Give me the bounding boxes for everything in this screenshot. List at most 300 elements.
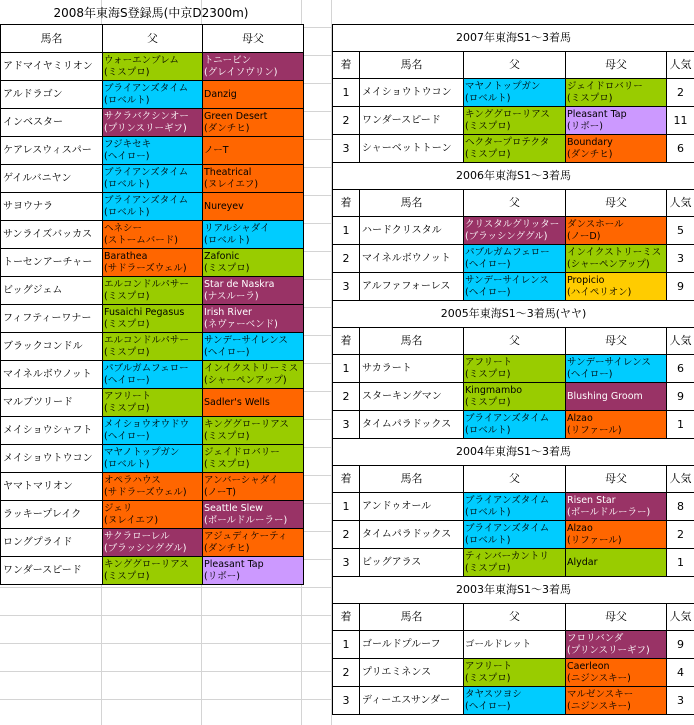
sire-cell-line2: (ミスプロ)	[104, 570, 150, 582]
dam-cell-line2: (ネヴァーベンド)	[204, 318, 278, 330]
header-popularity: 人気	[667, 52, 694, 79]
sire-cell-line1: ヘネシー	[104, 222, 143, 234]
horse-name: ディーエスサンダー	[360, 687, 464, 715]
dam-cell-line1: アジュディケーティ	[204, 530, 288, 542]
dam-cell	[203, 501, 304, 529]
dam-cell	[203, 305, 304, 333]
dam-cell-line1: ダンスホール	[567, 218, 624, 230]
sire-cell-line1: Barathea	[104, 250, 148, 262]
dam-cell-line1: Pleasant Tap	[567, 108, 627, 120]
dam-cell-line1: サンデーサイレンス	[567, 356, 651, 368]
dam-cell-line1: ジェイドロバリー	[567, 80, 643, 92]
result-row	[333, 135, 694, 163]
sire-cell	[103, 557, 203, 585]
header-dam: 母父	[566, 52, 667, 79]
sire-cell	[103, 193, 203, 221]
finish-rank: 2	[333, 659, 360, 687]
finish-rank: 3	[333, 135, 360, 163]
sire-cell-line2: (ロベルト)	[104, 94, 150, 106]
sire-cell-line1: パブルガムフェロー	[104, 362, 189, 374]
sire-cell	[464, 217, 566, 245]
header-sire: 父	[464, 604, 566, 631]
horse-name: マイネルボウノット	[360, 245, 464, 273]
header-rank: 着	[333, 466, 360, 493]
result-row	[333, 687, 694, 715]
sire-cell-line1: アフリート	[465, 660, 513, 672]
dam-cell	[203, 81, 304, 109]
sire-cell	[103, 305, 203, 333]
dam-cell	[203, 529, 304, 557]
header-popularity: 人気	[667, 466, 694, 493]
header-name: 馬名	[360, 190, 464, 217]
dam-cell-line2: (ニジンスキー)	[567, 700, 631, 712]
dam-cell	[566, 355, 667, 383]
sire-cell-line1: キンググローリアス	[104, 558, 189, 570]
finish-rank: 3	[333, 273, 360, 301]
horse-name: ビッグジェム	[1, 277, 103, 305]
sire-cell-line2: (ミスプロ)	[465, 148, 511, 160]
sire-cell-line1: ブライアンズタイム	[104, 82, 189, 94]
entries-table-body	[1, 25, 304, 585]
horse-name: ビッグアラス	[360, 549, 464, 577]
horse-name: タイムパラドックス	[360, 521, 464, 549]
result-row	[333, 659, 694, 687]
sire-cell	[103, 277, 203, 305]
horse-name: タイムパラドックス	[360, 411, 464, 439]
entry-row	[1, 529, 304, 557]
sire-cell-line2: (プリンスリーギフ)	[104, 122, 187, 134]
horse-name: ワンダースピード	[360, 107, 464, 135]
sire-cell	[103, 361, 203, 389]
sire-cell-line2: (ロベルト)	[104, 206, 150, 218]
finish-rank: 1	[333, 493, 360, 521]
sire-cell-line2: (ミスプロ)	[104, 402, 150, 414]
dam-cell-line2: (シャーペンアップ)	[567, 258, 650, 270]
dam-cell	[203, 557, 304, 585]
sire-cell-line1: ブライアンズタイム	[465, 494, 550, 506]
dam-cell-line2: (ダンチヒ)	[204, 122, 250, 134]
sire-cell-line1: ゴールドレット	[465, 638, 532, 650]
sire-cell-line1: Fusaichi Pegasus	[104, 306, 185, 318]
horse-name: ブラックコンドル	[1, 333, 103, 361]
sire-cell-line1: ブライアンズタイム	[104, 194, 189, 206]
dam-cell	[566, 411, 667, 439]
sire-cell	[464, 135, 566, 163]
section-header-row	[333, 190, 694, 217]
result-row	[333, 355, 694, 383]
entry-row	[1, 221, 304, 249]
horse-name: サカラート	[360, 355, 464, 383]
dam-cell	[566, 687, 667, 715]
sire-cell	[103, 53, 203, 81]
section-title-row	[333, 25, 694, 52]
dam-cell	[203, 389, 304, 417]
popularity: 8	[667, 493, 694, 521]
dam-cell-line1: リアルシャダイ	[204, 222, 270, 234]
dam-cell-line1: Nureyev	[204, 200, 244, 212]
section-title-row	[333, 439, 694, 466]
dam-cell-line1: Star de Naskra	[204, 278, 275, 290]
finish-rank: 2	[333, 107, 360, 135]
sire-cell-line2: (サドラーズウェル)	[104, 486, 187, 498]
result-row	[333, 549, 694, 577]
sire-cell-line2: (ミスプロ)	[465, 562, 511, 574]
sire-cell-line1: クリスタルグリッター	[465, 218, 560, 230]
dam-cell-line1: ジェイドロバリー	[204, 446, 280, 458]
sire-cell-line1: メイショウオウドウ	[104, 418, 190, 430]
dam-cell	[566, 383, 667, 411]
entry-row	[1, 361, 304, 389]
sire-cell	[103, 417, 203, 445]
sire-cell-line1: アフリート	[104, 390, 152, 402]
dam-cell-line2: (プリンスリーギフ)	[567, 644, 650, 656]
horse-name: ゴールドプルーフ	[360, 631, 464, 659]
sire-cell-line1: タヤスツヨシ	[465, 688, 522, 700]
sire-cell-line2: (ロベルト)	[104, 458, 150, 470]
dam-cell-line2: (グレイソヴリン)	[204, 66, 278, 78]
entry-row	[1, 249, 304, 277]
finish-rank: 3	[333, 549, 360, 577]
horse-name: アルファフォーレス	[360, 273, 464, 301]
result-row	[333, 411, 694, 439]
dam-cell	[203, 193, 304, 221]
sire-cell-line2: (ヘイロー)	[465, 700, 511, 712]
dam-cell-line1: Alzao	[567, 412, 593, 424]
sire-cell-line2: (ロベルト)	[465, 92, 511, 104]
dam-cell-line1: Propicio	[567, 274, 605, 286]
result-row	[333, 107, 694, 135]
entry-row	[1, 445, 304, 473]
dam-cell	[203, 473, 304, 501]
section-header-row	[333, 604, 694, 631]
sire-cell-line1: サンデーサイレンス	[465, 274, 549, 286]
sire-cell-line1: アフリート	[465, 356, 513, 368]
dam-cell-line2: (ミスプロ)	[204, 458, 250, 470]
sire-cell-line2: (ミスプロ)	[104, 66, 150, 78]
header-sire: 父	[464, 190, 566, 217]
header-dam: 母父	[566, 190, 667, 217]
dam-cell	[203, 445, 304, 473]
dam-cell-line1: マルゼンスキー	[567, 688, 634, 700]
finish-rank: 2	[333, 383, 360, 411]
dam-cell-line2: (ミスプロ)	[567, 92, 613, 104]
finish-rank: 1	[333, 217, 360, 245]
horse-name: ゲイルバニヤン	[1, 165, 103, 193]
sire-cell-line2: (ミスプロ)	[465, 368, 511, 380]
sire-cell-line2: (ミスプロ)	[104, 346, 150, 358]
dam-cell	[566, 217, 667, 245]
horse-name: ハードクリスタル	[360, 217, 464, 245]
sire-cell-line1: ヘクタープロテクタ	[465, 136, 550, 148]
header-popularity: 人気	[667, 190, 694, 217]
header-name: 馬名	[1, 25, 103, 53]
popularity: 9	[667, 273, 694, 301]
sire-cell-line2: (ミスプロ)	[104, 290, 150, 302]
header-sire: 父	[464, 52, 566, 79]
dam-cell	[203, 361, 304, 389]
sire-cell-line1: サクラローレル	[104, 530, 170, 542]
entry-row	[1, 81, 304, 109]
header-name: 馬名	[360, 604, 464, 631]
sire-cell-line2: (ヌレイエフ)	[104, 514, 159, 526]
finish-rank: 2	[333, 245, 360, 273]
entry-row	[1, 557, 304, 585]
dam-cell-line1: Irish River	[204, 306, 252, 318]
sire-cell-line1: キンググローリアス	[465, 108, 550, 120]
sire-cell-line2: (ヘイロー)	[465, 258, 511, 270]
dam-cell-line1: キンググローリアス	[204, 418, 289, 430]
dam-cell	[566, 659, 667, 687]
dam-cell	[566, 521, 667, 549]
sire-cell-line2: (ロベルト)	[104, 178, 150, 190]
horse-name: サンライズバッカス	[1, 221, 103, 249]
entry-row	[1, 305, 304, 333]
header-sire: 父	[464, 328, 566, 355]
header-dam: 母父	[566, 328, 667, 355]
header-name: 馬名	[360, 466, 464, 493]
horse-name: アンドゥオール	[360, 493, 464, 521]
sire-cell-line1: ブライアンズタイム	[465, 522, 550, 534]
entry-row	[1, 333, 304, 361]
sire-cell-line1: フジキセキ	[104, 138, 152, 150]
sire-cell	[103, 165, 203, 193]
sire-cell	[103, 473, 203, 501]
dam-cell-line2: (リボー)	[567, 120, 603, 132]
sire-cell	[464, 107, 566, 135]
result-row	[333, 79, 694, 107]
sire-cell	[103, 249, 203, 277]
dam-cell-line2: (ノーD)	[567, 230, 601, 242]
horse-name: トーセンアーチャー	[1, 249, 103, 277]
popularity: 2	[667, 521, 694, 549]
entry-row	[1, 501, 304, 529]
dam-cell-line2: (リボー)	[204, 570, 240, 582]
horse-name: ロングプライド	[1, 529, 103, 557]
dam-cell-line1: Seattle Slew	[204, 502, 263, 514]
finish-rank: 1	[333, 355, 360, 383]
popularity: 9	[667, 631, 694, 659]
popularity: 1	[667, 549, 694, 577]
header-rank: 着	[333, 328, 360, 355]
sire-cell	[464, 355, 566, 383]
sire-cell	[103, 81, 203, 109]
dam-cell-line2: (ハイペリオン)	[567, 286, 632, 298]
dam-cell	[203, 109, 304, 137]
dam-cell	[566, 79, 667, 107]
horse-name: シャーベットトーン	[360, 135, 464, 163]
popularity: 2	[667, 79, 694, 107]
dam-cell-line2: (ボールドルーラー)	[204, 514, 288, 526]
header-dam: 母父	[566, 466, 667, 493]
dam-cell-line2: (ヘイロー)	[567, 368, 613, 380]
dam-cell-line1: アンバーシャダイ	[204, 474, 279, 486]
header-rank: 着	[333, 604, 360, 631]
sire-cell-line2: (ロベルト)	[465, 506, 511, 518]
section-title-row	[333, 163, 694, 190]
sire-cell-line2: (ブラッシンググル)	[465, 230, 548, 242]
horse-name: メイショウトウコン	[360, 79, 464, 107]
sire-cell-line1: ウォーエンブレム	[104, 54, 179, 66]
section-title-row	[333, 577, 694, 604]
dam-cell	[566, 549, 667, 577]
sire-cell-line1: エルコンドルパサー	[104, 334, 189, 346]
horse-name: プリエミネンス	[360, 659, 464, 687]
dam-cell	[566, 273, 667, 301]
dam-cell-line1: Boundary	[567, 136, 613, 148]
entry-row	[1, 389, 304, 417]
horse-name: サヨウナラ	[1, 193, 103, 221]
sire-cell-line2: (ロベルト)	[465, 534, 511, 546]
horse-name: ヤマトマリオン	[1, 473, 103, 501]
horse-name: インベスター	[1, 109, 103, 137]
sire-cell-line2: (ミスプロ)	[465, 120, 511, 132]
finish-rank: 1	[333, 631, 360, 659]
dam-cell	[566, 493, 667, 521]
sire-cell-line1: サクラバクシンオー	[104, 110, 189, 122]
dam-cell	[566, 245, 667, 273]
dam-cell-line2: (ボールドルーラー)	[567, 506, 651, 518]
popularity: 9	[667, 383, 694, 411]
results-table-body	[333, 25, 694, 715]
dam-cell-line1: Risen Star	[567, 494, 616, 506]
dam-cell-line2: (ダンチヒ)	[204, 542, 250, 554]
sire-cell-line1: ブライアンズタイム	[465, 412, 550, 424]
sire-cell-line1: ブライアンズタイム	[104, 166, 189, 178]
result-row	[333, 245, 694, 273]
dam-cell-line2: (ロベルト)	[204, 234, 250, 246]
sire-cell-line1: エルコンドルパサー	[104, 278, 189, 290]
popularity: 4	[667, 659, 694, 687]
horse-name: スターキングマン	[360, 383, 464, 411]
header-dam: 母父	[566, 604, 667, 631]
header-name: 馬名	[360, 52, 464, 79]
dam-cell-line2: (ミスプロ)	[204, 430, 250, 442]
sire-cell	[464, 549, 566, 577]
sire-cell-line2: (ヘイロー)	[104, 430, 150, 442]
dam-cell-line1: インイクストリーミス	[204, 362, 299, 374]
result-row	[333, 273, 694, 301]
horse-name: メイショウトウコン	[1, 445, 103, 473]
entries-table	[0, 24, 304, 585]
dam-cell-line1: Theatrical	[204, 166, 252, 178]
section-title: 2004年東海S1～3着馬	[333, 439, 694, 466]
header-rank: 着	[333, 190, 360, 217]
dam-cell-line1: Green Desert	[204, 110, 268, 122]
dam-cell-line1: Alydar	[567, 556, 598, 568]
section-title: 2005年東海S1～3着馬(ヤヤ)	[333, 301, 694, 328]
sire-cell-line2: (サドラーズウェル)	[104, 262, 187, 274]
result-row	[333, 521, 694, 549]
dam-cell-line2: (ニジンスキー)	[567, 672, 631, 684]
horse-name: ラッキープレイク	[1, 501, 103, 529]
dam-cell-line1: Pleasant Tap	[204, 558, 264, 570]
dam-cell	[566, 631, 667, 659]
sire-cell	[464, 493, 566, 521]
sire-cell	[103, 221, 203, 249]
dam-cell-line1: Alzao	[567, 522, 593, 534]
entry-row	[1, 165, 304, 193]
dam-cell-line1: トニービン	[204, 54, 252, 66]
sire-cell	[464, 79, 566, 107]
sire-cell	[464, 521, 566, 549]
header-sire: 父	[464, 466, 566, 493]
sire-cell	[464, 411, 566, 439]
left-table-title: 2008年東海S登録馬(中京D2300m)	[53, 6, 249, 20]
dam-cell	[203, 417, 304, 445]
entry-row	[1, 277, 304, 305]
section-header-row	[333, 466, 694, 493]
entry-row	[1, 193, 304, 221]
results-table	[332, 24, 694, 715]
dam-cell-line1: Zafonic	[204, 250, 240, 262]
sire-cell-line1: ティンバーカントリ	[465, 550, 549, 562]
horse-name: アルドラゴン	[1, 81, 103, 109]
dam-cell	[203, 53, 304, 81]
dam-cell	[566, 107, 667, 135]
dam-cell	[566, 135, 667, 163]
sire-cell	[103, 389, 203, 417]
result-row	[333, 631, 694, 659]
sire-cell-line2: (ヘイロー)	[104, 374, 150, 386]
entry-row	[1, 473, 304, 501]
horse-name: マイネルボウノット	[1, 361, 103, 389]
entry-row	[1, 53, 304, 81]
dam-cell-line1: Caerleon	[567, 660, 610, 672]
dam-cell-line2: (ヌレイエフ)	[204, 178, 259, 190]
dam-cell-line1: Sadler's Wells	[204, 396, 270, 408]
sire-cell-line1: ジェリ	[104, 502, 133, 514]
sire-cell-line2: (ロベルト)	[465, 424, 511, 436]
dam-cell-line1: フロリバンダ	[567, 632, 624, 644]
result-row	[333, 493, 694, 521]
dam-cell-line1: Danzig	[204, 88, 237, 100]
sire-cell-line2: (ブラッシンググル)	[104, 542, 187, 554]
dam-cell	[203, 137, 304, 165]
popularity: 6	[667, 135, 694, 163]
popularity: 3	[667, 687, 694, 715]
entry-row	[1, 417, 304, 445]
popularity: 1	[667, 411, 694, 439]
section-header-row	[333, 52, 694, 79]
finish-rank: 3	[333, 687, 360, 715]
header-rank: 着	[333, 52, 360, 79]
dam-cell	[203, 221, 304, 249]
horse-name: メイショウシャフト	[1, 417, 103, 445]
header-popularity: 人気	[667, 328, 694, 355]
dam-cell-line2: (ノーT)	[204, 486, 236, 498]
sire-cell-line2: (ヘイロー)	[465, 286, 511, 298]
dam-cell-line2: (ナスルーラ)	[204, 290, 259, 302]
section-header-row	[333, 328, 694, 355]
header-dam: 母父	[203, 25, 304, 53]
sire-cell-line2: (ストームバード)	[104, 234, 178, 246]
dam-cell-line2: (ヘイロー)	[204, 346, 250, 358]
dam-cell	[203, 333, 304, 361]
sire-cell	[464, 245, 566, 273]
popularity: 11	[667, 107, 694, 135]
sire-cell	[464, 383, 566, 411]
popularity: 6	[667, 355, 694, 383]
popularity: 3	[667, 245, 694, 273]
dam-cell	[203, 165, 304, 193]
sire-cell-line1: パブルガムフェロー	[465, 246, 550, 258]
finish-rank: 3	[333, 411, 360, 439]
section-title-row	[333, 301, 694, 328]
sire-cell	[464, 273, 566, 301]
dam-cell	[203, 249, 304, 277]
result-row	[333, 383, 694, 411]
horse-name: ワンダースピード	[1, 557, 103, 585]
